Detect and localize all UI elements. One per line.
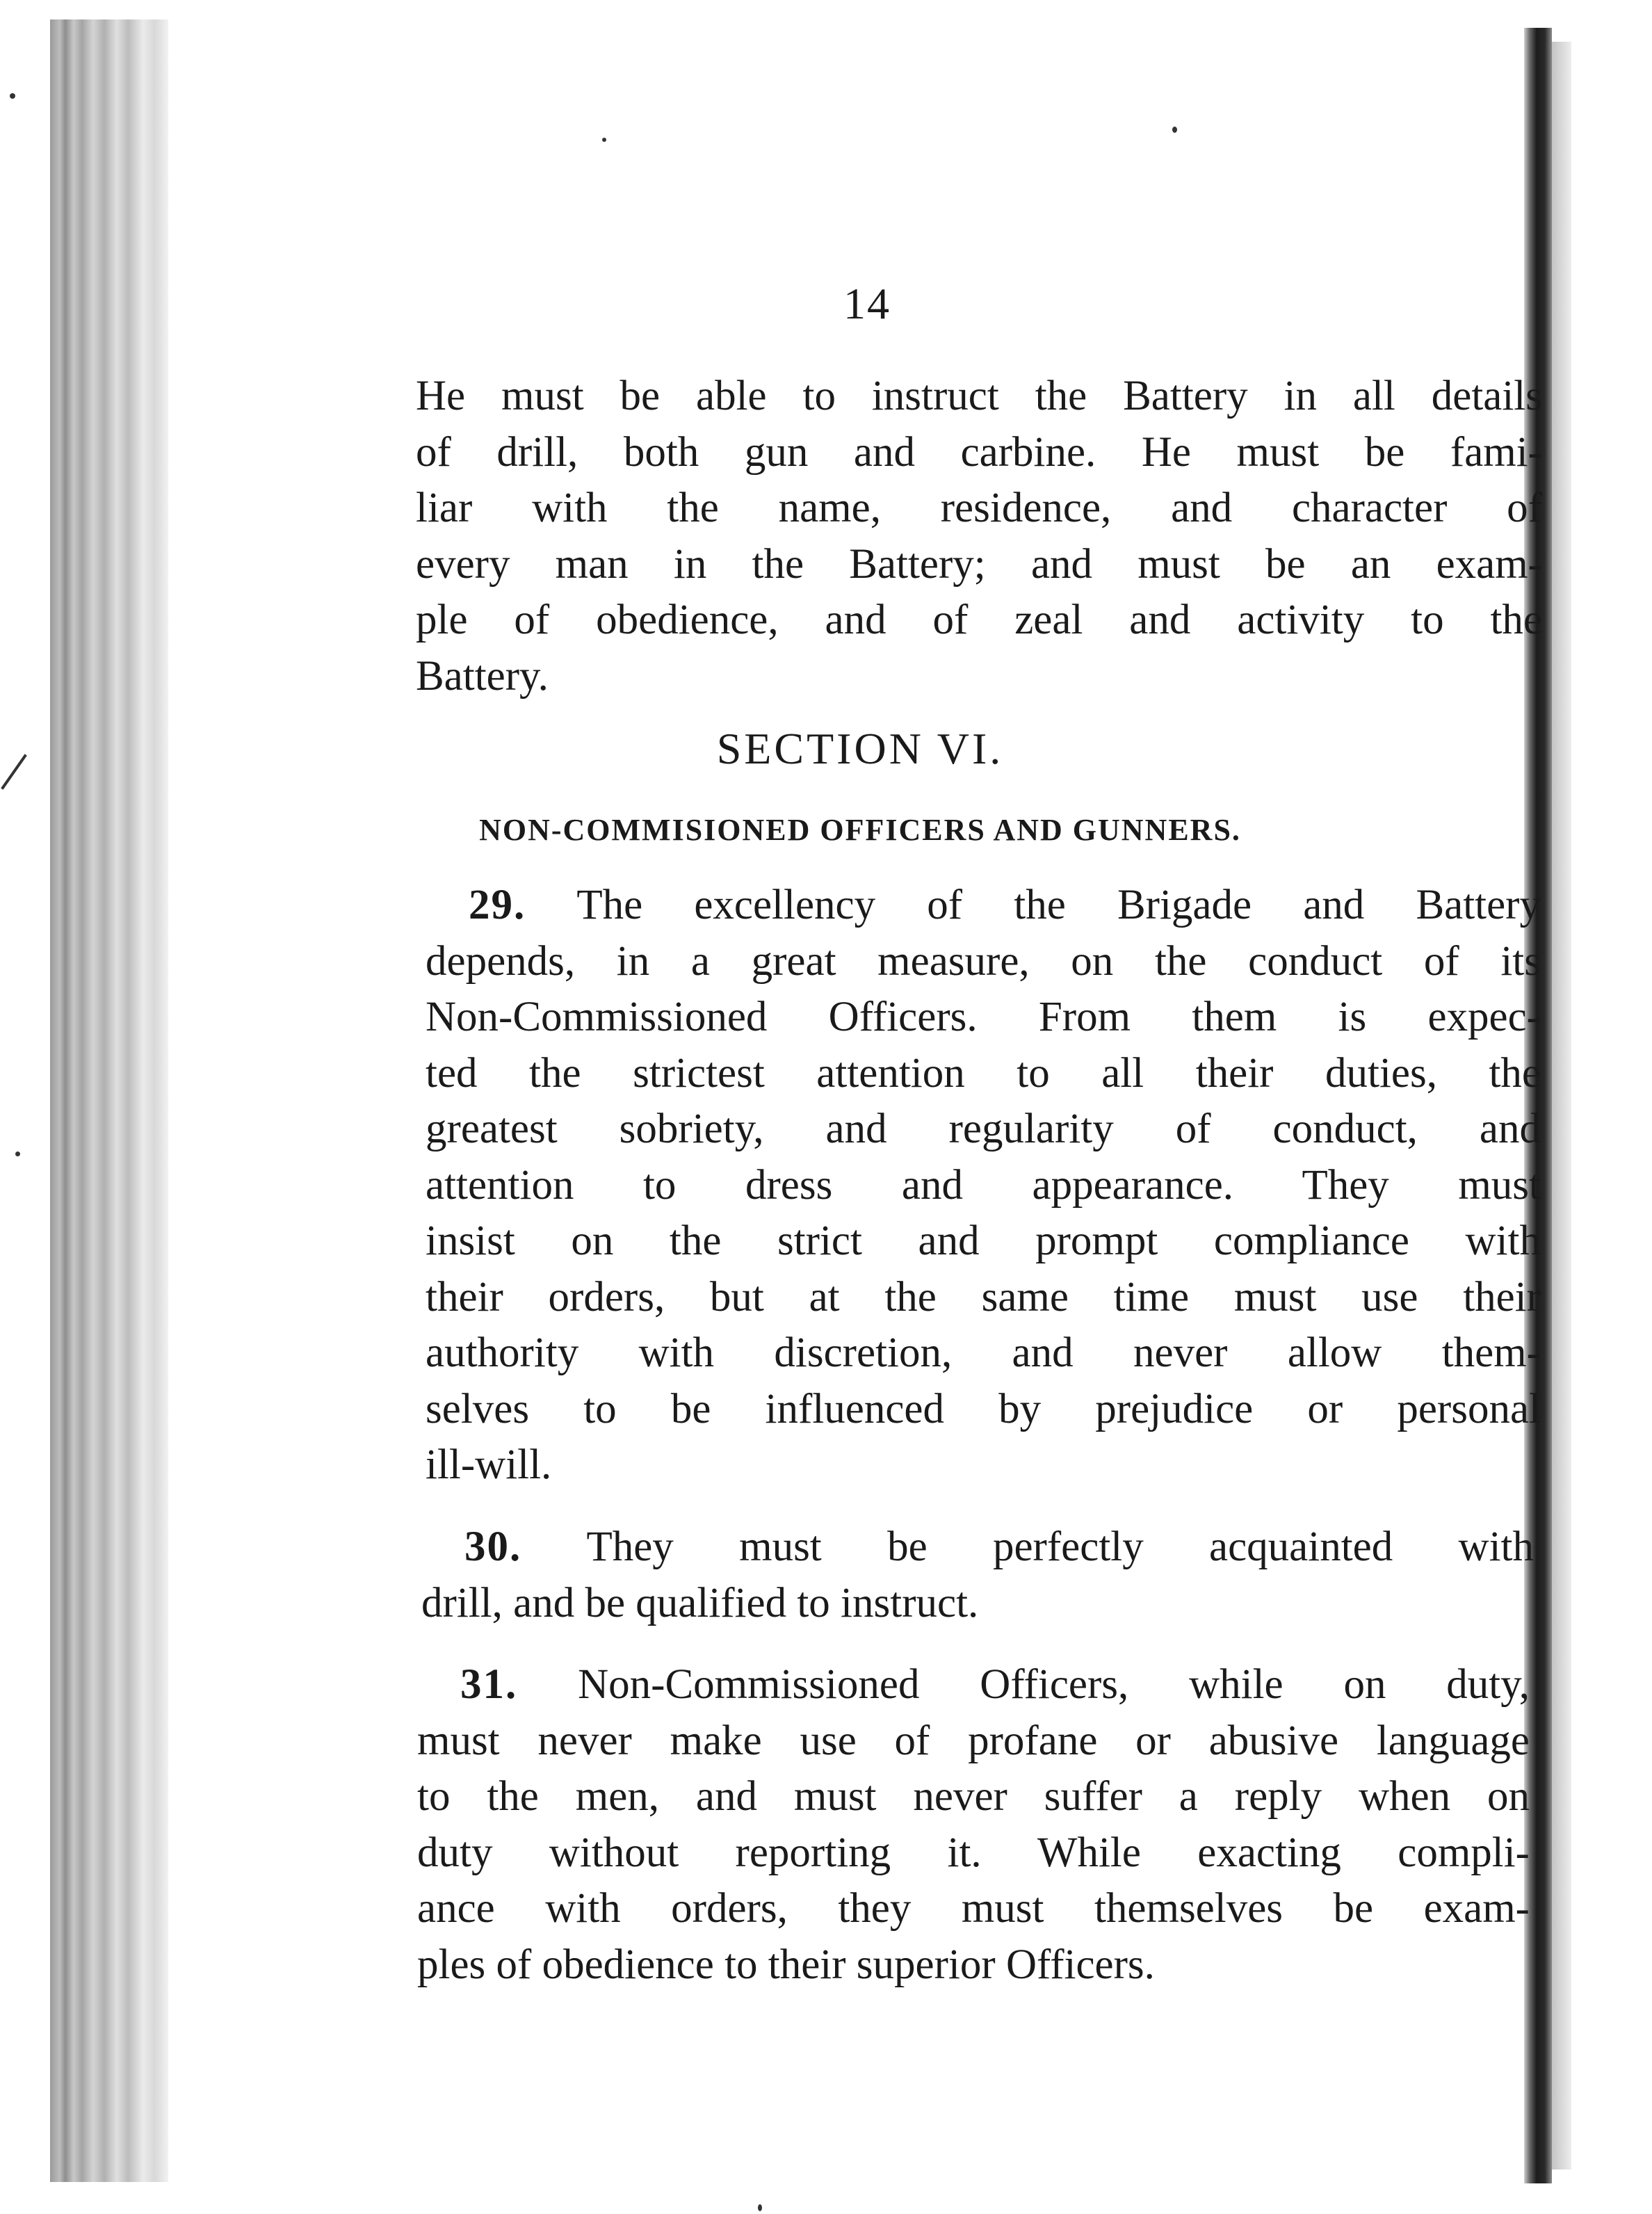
book-binding-edge [1552,42,1571,2169]
text-line: every man in the Battery; and must be an exam- [416,540,1542,588]
text-line: depends, in a great measure, on the conduct of its [426,937,1541,985]
text-line: ill-will. [426,1441,552,1488]
text-line: their orders, but at the same time must use their [426,1273,1541,1320]
text-line-content: Non-Commissioned Officers, while on duty, [578,1661,1530,1708]
text-line: to the men, and must never suffer a reply when on [417,1773,1530,1820]
paragraph-29 [426,878,1541,1494]
text-line: He must be able to instruct the Battery in all details [416,373,1542,419]
text-line: authority with discretion, and never allow them- [426,1330,1541,1376]
page-number: 14 [843,279,891,328]
text-line: must never make use of profane or abusive language [417,1717,1530,1764]
text-line: ples of obedience to their superior Officers. [417,1941,1155,1988]
text-line: ple of obedience, and of zeal and activity to the [416,597,1542,643]
text-line: ance with orders, they must themselves be exam- [417,1885,1530,1932]
text-line: duty without reporting it. While exacting compli- [417,1829,1530,1876]
text-line: ted the strictest attention to all their duties, the [426,1049,1541,1097]
text-line-content: They must be perfectly acquainted with [586,1524,1534,1570]
text-line: selves to be influenced by prejudice or personal [426,1385,1541,1432]
paragraph-30 [421,1519,1534,1631]
text-line [417,1657,1530,1713]
scan-mark [1,754,27,789]
paragraph-number: 30. [464,1524,522,1570]
paragraph-number: 31. [460,1661,518,1708]
page-edges [50,19,168,2182]
ink-speck [10,93,15,99]
text-line: Battery. [416,652,549,700]
ink-speck [602,138,606,142]
text-line: Non-Commissioned Officers. From them is expec- [426,994,1541,1040]
paragraph-number: 29. [469,882,526,928]
ink-speck [758,2204,762,2211]
intro-paragraph [416,369,1542,704]
text-line [426,878,1541,934]
section-subheading: NON-COMMISIONED OFFICERS AND GUNNERS. [479,813,1241,847]
text-line [421,1519,1534,1576]
ink-speck [15,1152,20,1156]
paragraph-31 [417,1657,1530,1993]
text-line: liar with the name, residence, and character of [416,485,1542,531]
text-line: drill, and be qualified to instruct. [421,1579,979,1626]
text-line: of drill, both gun and carbine. He must be fami- [416,428,1542,476]
section-heading: SECTION VI. [716,724,1004,773]
text-line-content: The excellency of the Brigade and Battery [576,882,1541,928]
text-line: greatest sobriety, and regularity of conduct, and [426,1106,1541,1152]
text-line: insist on the strict and prompt compliance with [426,1218,1541,1264]
book-page [168,28,1542,2183]
ink-speck [1172,127,1177,133]
text-line: attention to dress and appearance. They must [426,1161,1541,1209]
